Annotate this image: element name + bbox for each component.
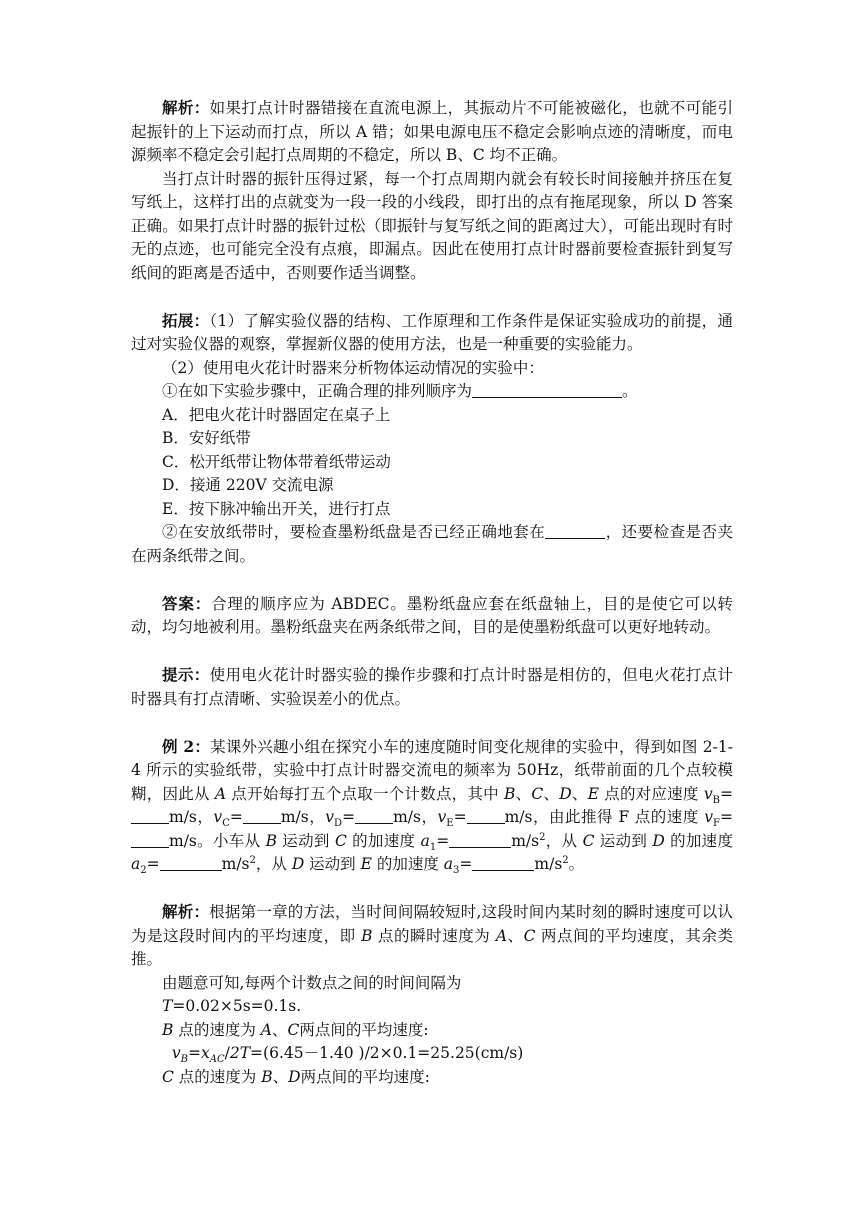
step-item: C．松开纸带让物体带着纸带运动 (162, 452, 391, 471)
step-item: E．按下脉冲输出开关，进行打点 (162, 499, 391, 518)
blank-vf (131, 831, 169, 848)
blank-a2 (160, 854, 222, 871)
step-item: A．把电火花计时器固定在桌子上 (162, 405, 391, 424)
analysis-paragraph-1: 解析：如果打点计时器错接在直流电源上，其振动片不可能被磁化，也就不可能引起振针的上下运动而打点，所以 A 错；如果电源电压不稳定会影响点迹的清晰度，而电源频率不稳定会引起打点周期的不稳定，所以 B、C 均不正确。 (131, 98, 733, 164)
tip-label: 提示： (162, 665, 210, 684)
answer-paragraph: 答案：合理的顺序应为 ABDEC。墨粉纸盘应套在纸盘轴上，目的是使它可以转动，均匀地被利用。墨粉纸盘夹在两条纸带之间，目的是使墨粉纸盘可以更好地转动。 (131, 593, 733, 636)
step-item: B．安好纸带 (162, 429, 251, 447)
step-item: D．接通 220V 交流电源 (162, 476, 334, 494)
solution-formula: $v_B=x_{AC}/2T=(6.45-1.40$ )/2×0.1=25.25(cm/s) (171, 1044, 524, 1066)
blank-a1 (449, 831, 511, 848)
solution-line: C 点的速度为 B、D两点间的平均速度: (162, 1067, 430, 1086)
tip-paragraph: 提示：使用电火花计时器实验的操作步骤和打点计时器是相仿的，但电火花打点计时器具有打点清晰、实验误差小的优点。 (131, 665, 733, 708)
blank-vc (243, 807, 281, 824)
solution-label: 解析： (162, 902, 210, 921)
blank-vd (355, 807, 393, 824)
blank-vb (131, 807, 169, 824)
answer-blank-order (472, 381, 622, 398)
solution-paragraph: 解析：根据第一章的方法，当时间间隔较短时,这段时间内某时刻的瞬时速度可以认为是这段时间内的平均速度，即 B 点的瞬时速度为 A、C 两点间的平均速度，其余类推。 (131, 902, 733, 968)
solution-line: 由题意可知,每两个计数点之间的时间间隔为 (162, 973, 462, 992)
example-label: 例 2： (162, 736, 211, 756)
extension-paragraph: 拓展：（1）了解实验仪器的结构、工作原理和工作条件是保证实验成功的前提，通过对实验仪器的观察，掌握新仪器的使用方法，也是一种重要的实验能力。 (131, 310, 733, 353)
extension-label: 拓展： (162, 310, 210, 330)
solution-line: T=0.02×5s=0.1s. (162, 997, 302, 1015)
document-page (131, 96, 733, 1089)
question-2b: ②在安放纸带时，要检查墨粉纸盘是否已经正确地套在 ，还要检查是否夹在两条纸带之间。 (131, 523, 733, 565)
answer-blank-axis (545, 522, 605, 539)
solution-line: B 点的速度为 A、C两点间的平均速度: (162, 1020, 429, 1039)
analysis-label: 解析： (162, 98, 210, 117)
blank-a3 (472, 854, 534, 871)
analysis-paragraph-2: 当打点计时器的振针压得过紧，每一个打点周期内就会有较长时间接触并挤压在复写纸上，这样打出的点就变为一段一段的小线段，即打出的点有拖尾现象，所以 D 答案正确。如果打点计时器的振针过松（即振针与复写纸之间的距离过大），可能出现时有时无的点迹，也可能完全没有点痕，即漏点。因此在使用打点计时器前要检查振针到复写纸间的距离是否适中，否则要作适当调整。 (131, 169, 733, 282)
blank-ve (467, 807, 505, 824)
question-2: （2）使用电火花计时器来分析物体运动情况的实验中： (162, 358, 544, 377)
example-2-paragraph: 例 2：某课外兴趣小组在探究小车的速度随时间变化规律的实验中，得到如图 2-1-4 所示的实验纸带，实验中打点计时器交流电的频率为 50Hz，纸带前面的几个点较模糊，因此从 A 点开始每打五个点取一个计数点，其中 B、C、D、E 点的对应速度 $v_B=m/s$，$v_C= m/s$，$v_D= m/s$，$v_E= m/s$，由此推得 F 点的速度 $v_F=m/s$。小车从 B 运动到 C 的加速度 $a_1= m/s^2$，从 C 运动到 D 的加速度 $a_2= m/s^2$，从 D 运动到 E 的加速度 $a_3= m/s^2$。 (131, 736, 733, 877)
question-2a: ①在如下实验步骤中，正确合理的排列顺序为 。 (162, 382, 638, 400)
answer-label: 答案： (162, 593, 212, 613)
